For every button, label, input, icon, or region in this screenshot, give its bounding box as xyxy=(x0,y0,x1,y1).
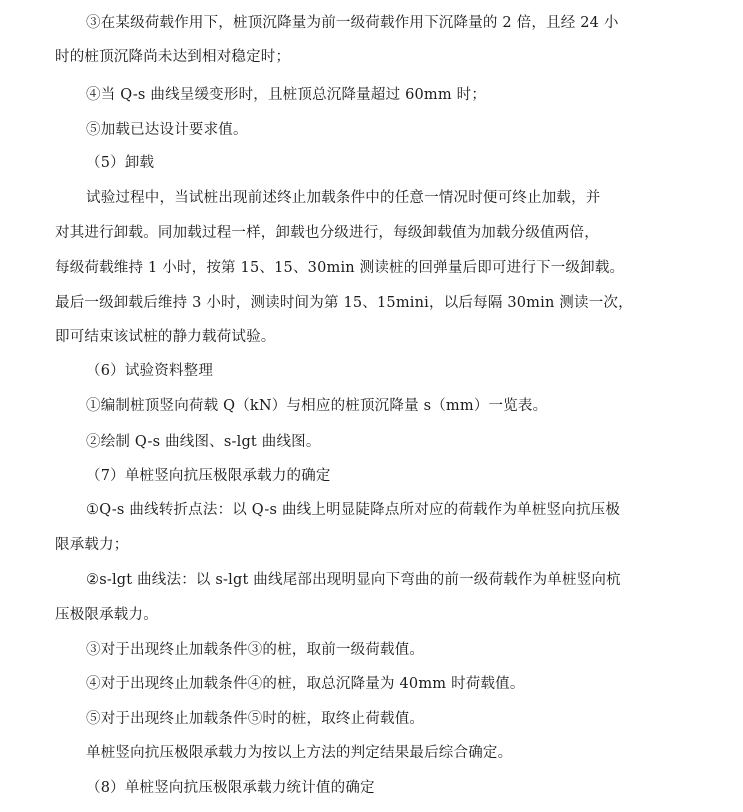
paragraph-line: ③在某级荷载作用下，桩顶沉降量为前一级荷载作用下沉降量的 2 倍，且经 24 小 xyxy=(86,15,619,31)
section-heading-8: （8）单桩竖向抗压极限承载力统计值的确定 xyxy=(86,780,375,796)
paragraph-line: ⑤加载已达设计要求值。 xyxy=(86,122,248,138)
paragraph-line: ④对于出现终止加载条件④的桩，取总沉降量为 40mm 时荷载值。 xyxy=(86,676,525,692)
paragraph-line: 时的桩顶沉降尚未达到相对稳定时； xyxy=(55,49,291,65)
paragraph-line: 压极限承载力。 xyxy=(55,607,158,623)
paragraph-line: 试验过程中，当试桩出现前述终止加载条件中的任意一情况时便可终止加载，并 xyxy=(86,190,601,206)
paragraph-line: ①编制桩顶竖向荷载 Q（kN）与相应的桩顶沉降量 s（mm）一览表。 xyxy=(86,398,548,414)
section-heading-7: （7）单桩竖向抗压极限承载力的确定 xyxy=(86,468,331,484)
paragraph-line: 每级荷载维持 1 小时，按第 15、15、30min 测读桩的回弹量后即可进行下一级卸载。 xyxy=(55,260,625,276)
paragraph-line: 最后一级卸载后维持 3 小时，测读时间为第 15、15mini，以后每隔 30min 测读一次， xyxy=(55,295,633,311)
paragraph-line: 单桩竖向抗压极限承载力为按以上方法的判定结果最后综合确定。 xyxy=(86,745,513,761)
paragraph-line: ②s-lgt 曲线法：以 s-lgt 曲线尾部出现明显向下弯曲的前一级荷载作为单桩竖向杭 xyxy=(86,572,621,588)
paragraph-line: 限承载力； xyxy=(55,537,129,553)
section-heading-6: （6）试验资料整理 xyxy=(86,363,214,379)
paragraph-line: ②绘制 Q-s 曲线图、s-lgt 曲线图。 xyxy=(86,434,321,450)
paragraph-line: 对其进行卸载。同加载过程一样，卸载也分级进行，每级卸载值为加载分级值两倍， xyxy=(55,225,599,241)
paragraph-line: ①Q-s 曲线转折点法：以 Q-s 曲线上明显陡降点所对应的荷载作为单桩竖向抗压极 xyxy=(86,502,621,518)
section-heading-5: （5）卸载 xyxy=(86,155,155,171)
paragraph-line: 即可结束该试桩的静力载荷试验。 xyxy=(55,329,276,345)
paragraph-line: ④当 Q-s 曲线呈缓变形时，且桩顶总沉降量超过 60mm 时； xyxy=(86,87,487,103)
paragraph-line: ③对于出现终止加载条件③的桩，取前一级荷载值。 xyxy=(86,642,425,658)
paragraph-line: ⑤对于出现终止加载条件⑤时的桩，取终止荷载值。 xyxy=(86,711,425,727)
